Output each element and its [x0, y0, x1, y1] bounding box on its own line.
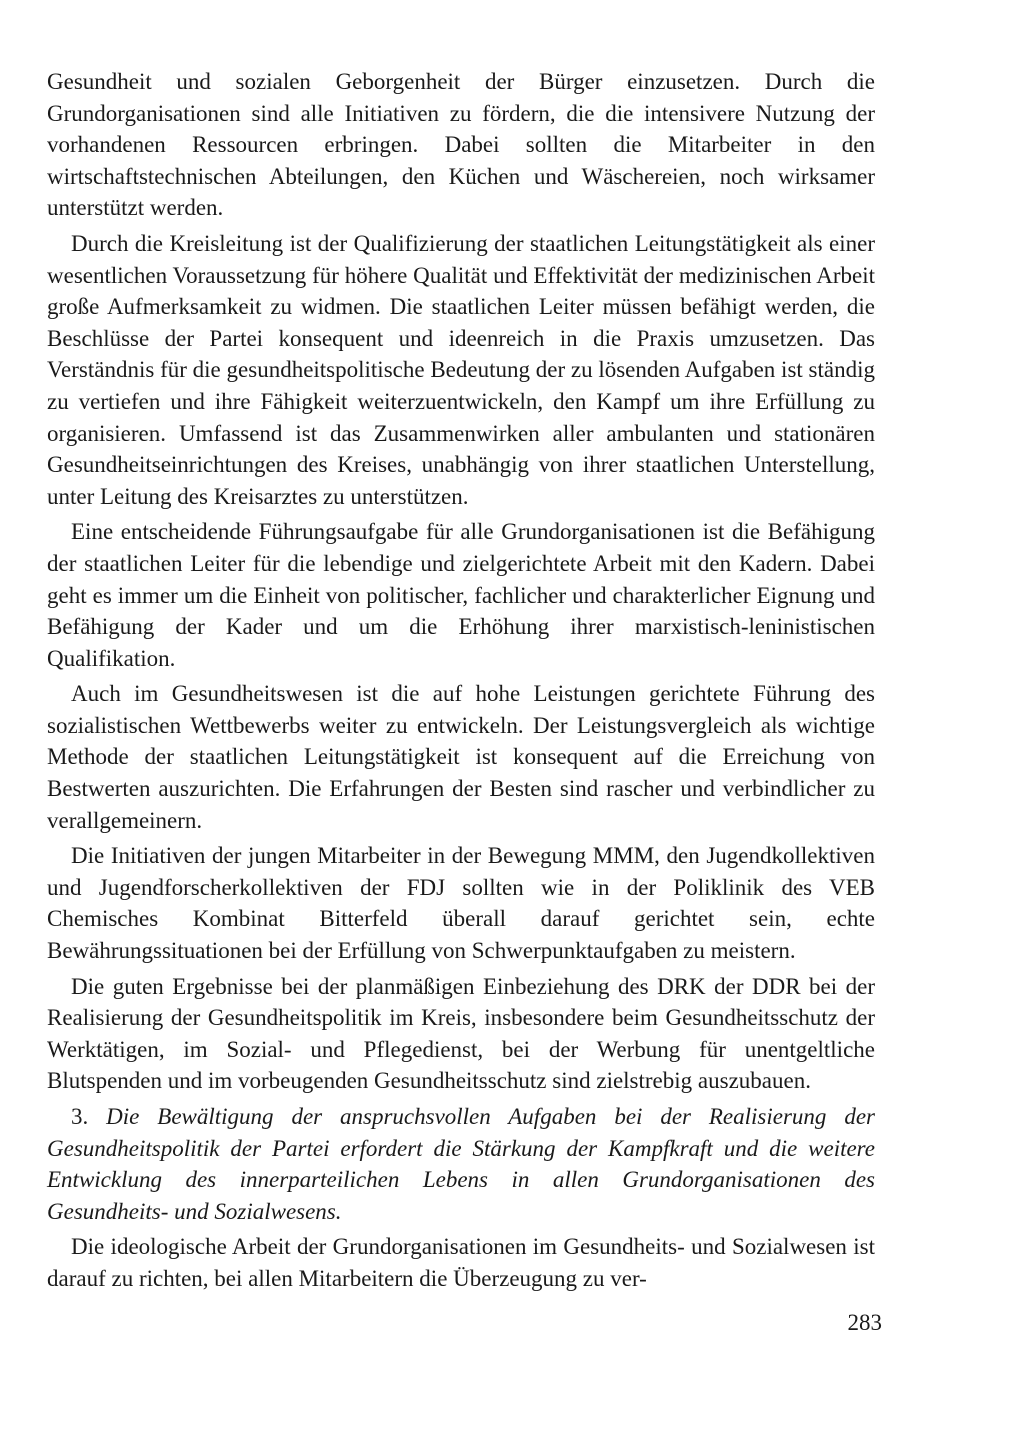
paragraph-3: Eine entscheidende Führungsaufgabe für alle Grundorganisationen ist die Befähigung der staatlichen Leiter für die lebendige und zielgerichtete Arbeit mit den Kadern. Dabei geht es immer um die Einheit von politischer, fachlicher und charakterlicher Eignung und Befähigung der Kader und um die Erhöhung ihrer marxistisch-leninistischen Qualifikation.: [47, 519, 875, 671]
page-body: [47, 66, 875, 1299]
paragraph-1: Gesundheit und sozialen Geborgenheit der Bürger einzusetzen. Durch die Grundorganisationen sind alle Initiativen zu fördern, die die intensivere Nutzung der vorhandenen Ressourcen erbringen. Dabei sollten die Mitarbeiter in den wirtschaftstechnischen Abteilungen, den Küchen und Wäschereien, noch wirksamer unterstützt werden.: [47, 69, 875, 221]
section-heading: Die Bewältigung der anspruchsvollen Aufgaben bei der Realisierung der Gesundheitspolitik der Partei erfordert die Stärkung der Kampfkraft und die weitere Entwicklung des innerparteilichen Lebens in allen Grundorganisationen des Gesundheits- und Sozialwesens.: [47, 1104, 875, 1224]
closing-paragraph: Die ideologische Arbeit der Grundorganisationen im Gesundheits- und Sozialwesen ist darauf zu richten, bei allen Mitarbeitern die Überzeugung zu ver-: [47, 1234, 875, 1291]
paragraph-4: Auch im Gesundheitswesen ist die auf hohe Leistungen gerichtete Führung des sozialistischen Wettbewerbs weiter zu entwickeln. Der Leistungsvergleich als wichtige Methode der staatlichen Leitungstätigkeit ist konsequent auf die Erreichung von Bestwerten auszurichten. Die Erfahrungen der Besten sind rascher und verbindlicher zu verallgemeinern.: [47, 681, 875, 833]
paragraph-2: Durch die Kreisleitung ist der Qualifizierung der staatlichen Leitungstätigkeit als einer wesentlichen Voraussetzung für höhere Qualität und Effektivität der medizinischen Arbeit große Aufmerksamkeit zu widmen. Die staatlichen Leiter müssen befähigt werden, die Beschlüsse der Partei konsequent und ideenreich in die Praxis umzusetzen. Das Verständnis für die gesundheitspolitische Bedeutung der zu lösenden Aufgaben ist ständig zu vertiefen und ihre Fähigkeit weiterzuentwickeln, den Kampf um ihre Erfüllung zu organisieren. Umfassend ist das Zusammenwirken aller ambulanten und stationären Gesundheitseinrichtungen des Kreises, unabhängig von ihrer staatlichen Unterstellung, unter Leitung des Kreisarztes zu unterstützen.: [47, 230, 875, 509]
page-number: 283: [847, 1310, 882, 1335]
paragraph-6: Die guten Ergebnisse bei der planmäßigen Einbeziehung des DRK der DDR bei der Realisierung der Gesundheitspolitik im Kreis, insbesondere beim Gesundheitsschutz der Werktätigen, im Sozial- und Pflegedienst, bei der Werbung für unentgeltliche Blutspenden und im vorbeugenden Gesundheitsschutz sind zielstrebig auszubauen.: [47, 973, 875, 1094]
paragraph-5: Die Initiativen der jungen Mitarbeiter in der Bewegung MMM, den Jugendkollektiven und Jugendforscherkollektiven der FDJ sollten wie in der Poliklinik des VEB Chemisches Kombinat Bitterfeld überall darauf gerichtet sein, echte Bewährungssituationen bei der Erfüllung von Schwerpunktaufgaben zu meistern.: [47, 843, 875, 964]
section-number: 3.: [71, 1104, 89, 1129]
section-3: [47, 1101, 875, 1227]
